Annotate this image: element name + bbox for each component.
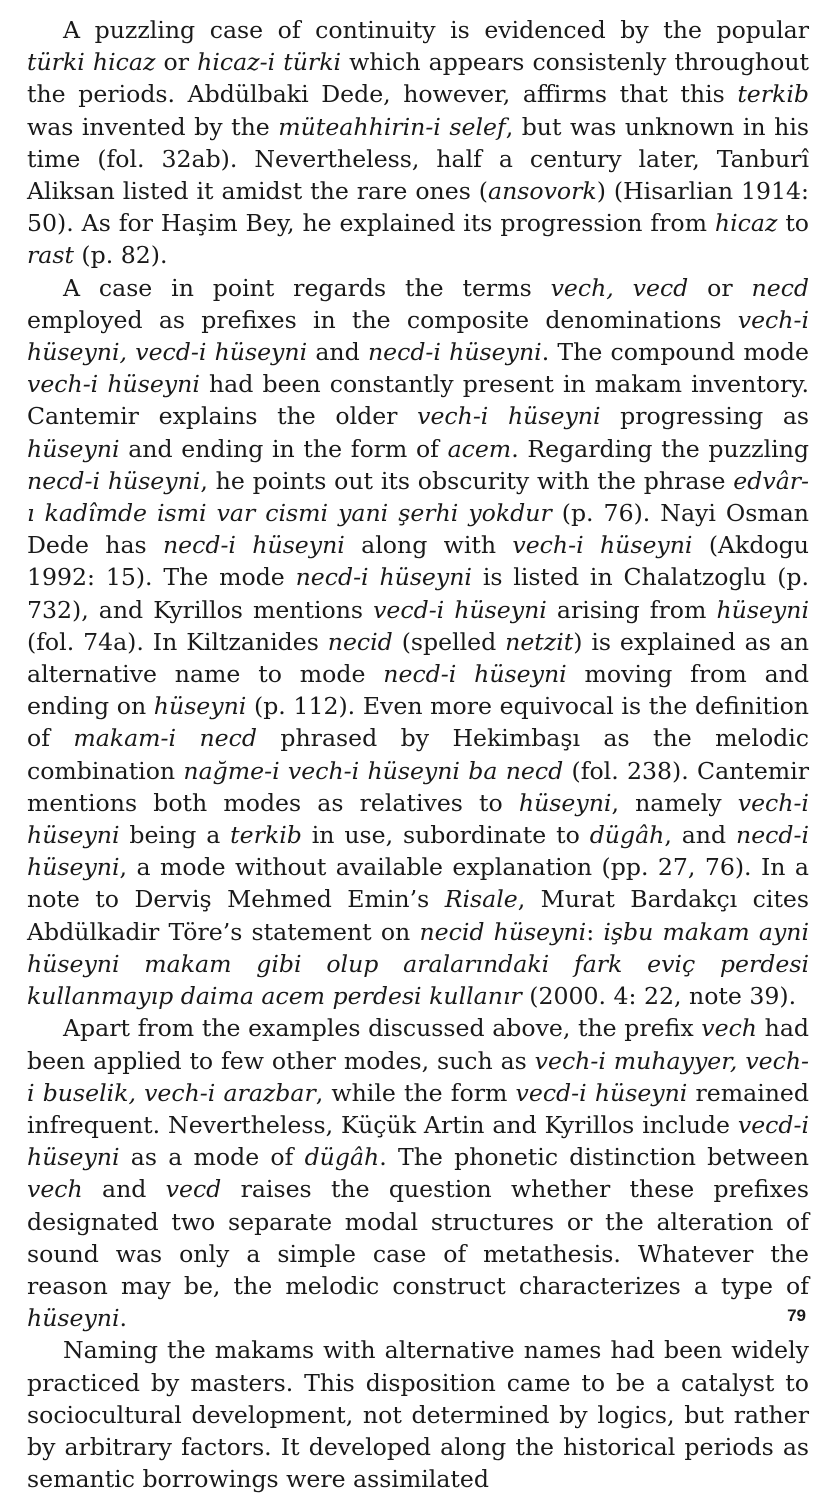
text-run: (Akdogu 1992: 15). The mode (27, 531, 809, 592)
text-run: along with (344, 531, 513, 560)
paragraph-3 (27, 1012, 809, 1334)
italic-term: hüseyni (716, 595, 809, 624)
text-run: is listed in Chalatzoglu (p. 732), and Kyrillos mentions (27, 563, 809, 624)
text-run: , Murat Bardakçı cites Abdülkadir Töre’s statement on (27, 885, 809, 946)
text-run: Naming the makams with alternative names had been widely practiced by masters. This disposition came to be a catalyst to sociocultural development, not determined by logics, but rather by arbitrary factors. It developed along the historical periods as semantic borrowings were assimilated (27, 1336, 809, 1494)
text-run: which appears consistenly throughout the periods. Abdülbaki Dede, however, affirms that this (27, 48, 810, 109)
text-run: progressing as (600, 402, 809, 431)
italic-term: hicaz-i türki (197, 48, 342, 77)
text-run: raises the question whether these prefixes designated two separate modal structures or the alteration of sound was only a simple case of metathesis. Whatever the reason may be, the melodic construct characterizes a type of (27, 1175, 809, 1300)
italic-term: hüseyni (27, 434, 120, 463)
italic-term: türki hicaz (27, 48, 156, 77)
italic-term: edvâr-ı kadîmde ismi var cismi yani şerhi yokdur (27, 466, 810, 528)
text-run: ) (Hisarlian 1914: 50). As for Haşim Bey, he explained its progression from (27, 177, 809, 238)
italic-term: terkib (737, 80, 809, 109)
text-run: , namely (611, 788, 738, 817)
italic-term: vech-i muhayyer, vech-i buselik, vech-i arazbar (27, 1046, 809, 1107)
italic-term: işbu makam ayni hüseyni makam gibi olup aralarındaki fark eviç perdesi kullanmayıp daima acem perdesi kullanır (27, 917, 810, 1011)
page-body (27, 14, 809, 1495)
page-number: 79 (787, 1306, 806, 1325)
italic-term: hicaz (714, 209, 778, 238)
italic-term: necd (751, 273, 810, 302)
italic-term: vech, vecd (550, 273, 689, 302)
italic-term: hüseyni (27, 1304, 120, 1333)
italic-term: Risale (444, 885, 518, 914)
italic-term: netzit (505, 627, 574, 656)
text-run: employed as prefixes in the composite denominations (27, 305, 738, 334)
text-run: (p. 76). Nayi Osman Dede has (27, 499, 809, 560)
italic-term: necd-i hüseyni (162, 531, 345, 560)
italic-term: makam-i necd (73, 724, 257, 753)
paragraph-2 (27, 272, 809, 1013)
italic-term: dügâh (304, 1143, 380, 1172)
italic-term: rast (27, 241, 74, 270)
text-run: (spelled (392, 627, 506, 656)
text-run: and (82, 1175, 166, 1204)
text-run: , he points out its obscurity with the phrase (200, 466, 734, 495)
italic-term: nağme-i vech-i hüseyni ba necd (183, 756, 564, 785)
text-run: A case in point regards the terms (63, 273, 551, 302)
italic-term: necid (327, 627, 393, 656)
italic-term: necd-i hüseyni (367, 338, 542, 367)
italic-term: vech (701, 1014, 757, 1043)
text-run: : (586, 917, 604, 946)
italic-term: müteahhirin-i selef (278, 112, 506, 141)
text-run: and (307, 338, 368, 367)
italic-term: vecd-i hüseyni (515, 1078, 688, 1107)
text-run: , while the form (315, 1078, 516, 1107)
italic-term: vech-i hüseyni (512, 531, 693, 560)
italic-term: dügâh (589, 821, 665, 850)
text-run: A puzzling case of continuity is evidenced by the popular (63, 16, 809, 44)
text-run: (fol. 238). Cantemir mentions both modes as relatives to (27, 756, 809, 817)
italic-term: necd-i hüseyni (295, 563, 472, 592)
text-run: Apart from the examples discussed above, the prefix (63, 1014, 702, 1043)
text-run: . The compound mode (541, 338, 809, 367)
text-run: (p. 112). Even more equivocal is the definition of (27, 692, 809, 753)
text-run: , and (664, 821, 736, 850)
text-run: phrased by Hekimbaşı as the melodic combination (27, 724, 810, 785)
text-run: remained infrequent. Nevertheless, Küçük Artin and Kyrillos include (27, 1078, 809, 1139)
text-run: or (155, 48, 198, 77)
italic-term: hüseyni (153, 692, 247, 721)
text-run: ) is explained as an alternative name to mode (27, 627, 809, 689)
text-run: (p. 82). (73, 241, 168, 270)
italic-term: vech-i hüseyni (27, 370, 200, 399)
italic-term: necd-i hüseyni (27, 821, 809, 882)
text-run: . The phonetic distinction between (379, 1143, 809, 1172)
italic-term: necid hüseyni (419, 917, 587, 946)
italic-term: necd-i hüseyni (383, 660, 567, 689)
text-run: had been constantly present in makam inventory. Cantemir explains the older (27, 370, 809, 431)
italic-term: hüseyni (518, 788, 612, 817)
text-run: to (777, 209, 810, 238)
text-run: had been applied to few other modes, such as (27, 1014, 809, 1075)
italic-term: vech-i hüseyni (27, 788, 809, 850)
text-run: (2000. 4: 22, note 39). (521, 982, 797, 1011)
text-run: (fol. 74a). In Kiltzanides (27, 627, 328, 656)
paragraph-4 (27, 1334, 809, 1495)
italic-term: vecd-i hüseyni (27, 1110, 809, 1172)
text-run: , but was unknown in his time (fol. 32ab). Nevertheless, half a century later, Tanburî Aliksan listed it amidst the rare ones ( (27, 112, 809, 206)
paragraph-1 (27, 14, 809, 272)
text-run: was invented by the (27, 112, 279, 141)
italic-term: ansovork (488, 177, 597, 206)
italic-term: necd-i hüseyni (27, 466, 201, 495)
italic-term: vech (27, 1175, 83, 1204)
italic-term: vecd-i hüseyni (373, 595, 547, 624)
italic-term: vech-i hüseyni (417, 402, 601, 431)
italic-term: vech-i hüseyni, vecd-i hüseyni (27, 305, 809, 367)
text-run: . Regarding the puzzling (511, 434, 809, 463)
text-run: and ending in the form of (119, 434, 448, 463)
text-run: arising from (546, 595, 717, 624)
italic-term: acem (447, 434, 512, 463)
italic-term: terkib (230, 821, 302, 850)
text-run: being a (119, 821, 231, 850)
text-run: . (119, 1304, 128, 1333)
text-run: or (688, 273, 752, 302)
text-run: , a mode without available explanation (pp. 27, 76). In a note to Derviş Mehmed Emin’s (27, 853, 809, 914)
text-run: as a mode of (119, 1143, 305, 1172)
text-run: moving from and ending on (27, 660, 809, 721)
text-run: in use, subordinate to (301, 821, 590, 850)
italic-term: vecd (165, 1175, 222, 1204)
